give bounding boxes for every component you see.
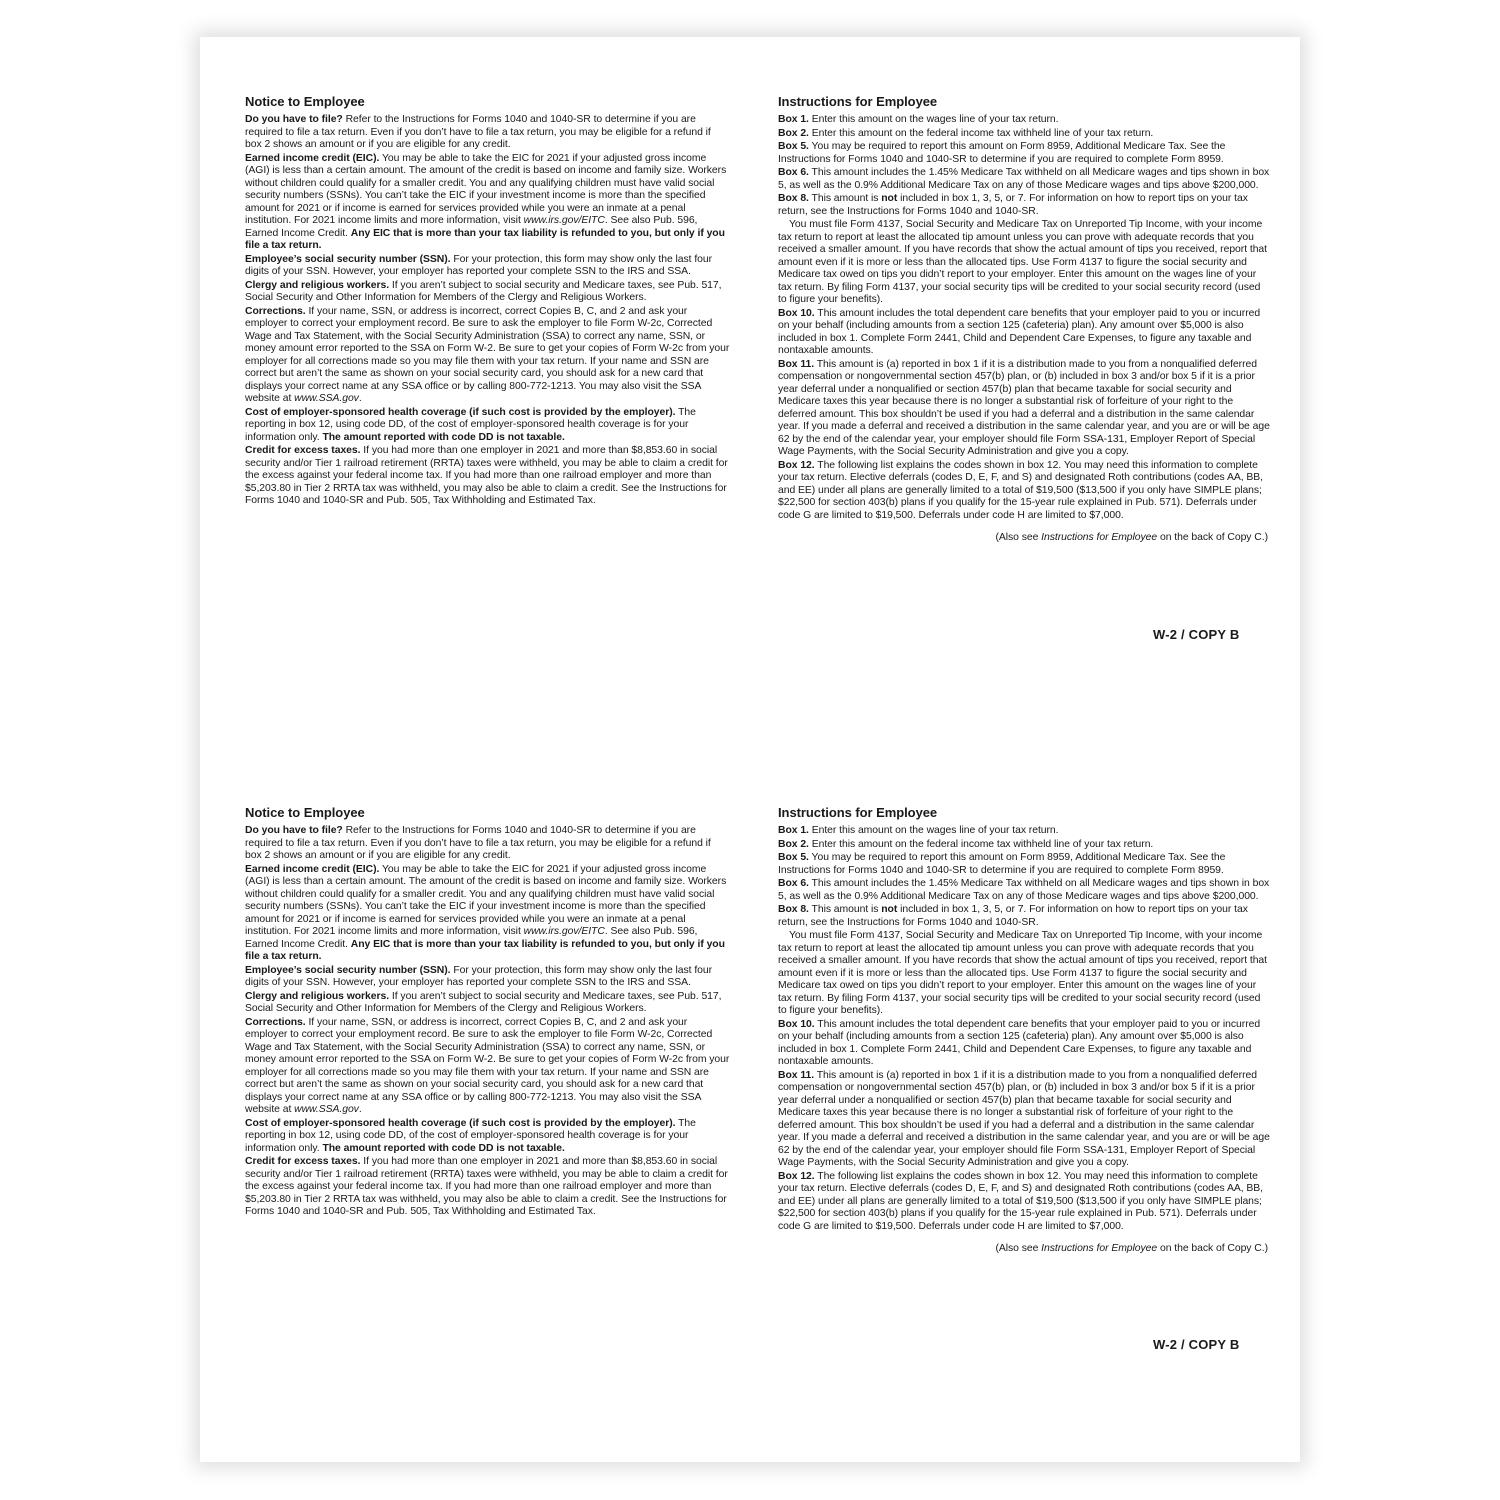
see-also-note: (Also see Instructions for Employee on the back of Copy C.)	[995, 532, 1268, 543]
notice-file-paragraph: Do you have to file? Refer to the Instructions for Forms 1040 and 1040-SR to determine if you are required to file a tax return. Even if you don’t have to file a tax return, you may be eligible for a refund if box 2 shows an amount or if you are eligible for any credit.	[245, 114, 711, 150]
see-also-note: (Also see Instructions for Employee on the back of Copy C.)	[995, 1243, 1268, 1254]
box6-paragraph: Box 6. This amount includes the 1.45% Medicare Tax withheld on all Medicare wages and tips shown in box 5, as well as the 0.9% Additional Medicare Tax on any of those Medicare wages and tips above $200,000.	[778, 878, 1270, 902]
box8-paragraph: Box 8. This amount is not included in box 1, 3, 5, or 7. For information on how to report tips on your tax return, see the Instructions for Forms 1040 and 1040-SR.	[778, 193, 1248, 217]
box2-paragraph: Box 2. Enter this amount on the federal income tax withheld line of your tax return.	[778, 127, 1154, 139]
box11-paragraph: Box 11. This amount is (a) reported in box 1 if it is a distribution made to you from a nonqualified deferred compensation or nongovernmental section 457(b) plan, or (b) included in box 3 and/or box 5 if it is a prior year deferral under a nonqualified or section 457(b) plan that became taxable for social security and Medicare taxes this year because there is no longer a substantial risk of forfeiture of your right to the deferred amount. This box shouldn’t be used if you had a deferral and a distribution in the same calendar year. If you made a deferral and received a distribution in the same calendar year, and you are or will be age 62 by the end of the calendar year, your employer should file Form SSA-131, Employer Report of Special Wage Payments, with the Social Security Administration and give you a copy.	[778, 358, 1270, 457]
box2-paragraph: Box 2. Enter this amount on the federal income tax withheld line of your tax return.	[778, 838, 1154, 850]
notice-to-employee	[245, 94, 730, 509]
ssa-link: www.SSA.gov	[294, 393, 359, 404]
notice-ssn-paragraph: Employee’s social security number (SSN). For your protection, this form may show only the last four digits of your SSN. However, your employer has reported your complete SSN to the IRS and SSA.	[245, 253, 713, 277]
instructions-title: Instructions for Employee	[778, 94, 938, 109]
notice-ssn-paragraph: Employee’s social security number (SSN). For your protection, this form may show only the last four digits of your SSN. However, your employer has reported your complete SSN to the IRS and SSA.	[245, 964, 713, 988]
box10-paragraph: Box 10. This amount includes the total dependent care benefits that your employer paid to you or incurred on your behalf (including amounts from a section 125 (cafeteria) plan). Any amount over $5,000 is also included in box 1. Complete Form 2441, Child and Dependent Care Expenses, to figure any taxable and nontaxable amounts.	[778, 307, 1261, 356]
instructions-for-employee	[778, 94, 1270, 546]
copy-label: W-2 / COPY B	[1153, 1337, 1240, 1352]
notice-clergy-paragraph: Clergy and religious workers. If you aren’t subject to social security and Medicare taxes, see Pub. 517, Social Security and Other Information for Members of the Clergy and Religious Workers.	[245, 990, 722, 1014]
notice-excess-taxes-paragraph: Credit for excess taxes. If you had more than one employer in 2021 and more than $8,853.60 in social security and/or Tier 1 railroad retirement (RRTA) taxes were withheld, you may be able to claim a credit for the excess against your federal income tax. If you had more than one railroad employer and more than $5,203.80 in Tier 2 RRTA tax was withheld, you may also be able to claim a credit. See the Instructions for Forms 1040 and 1040-SR and Pub. 505, Tax Withholding and Estimated Tax.	[245, 1156, 728, 1217]
notice-excess-taxes-paragraph: Credit for excess taxes. If you had more than one employer in 2021 and more than $8,853.60 in social security and/or Tier 1 railroad retirement (RRTA) taxes were withheld, you may be able to claim a credit for the excess against your federal income tax. If you had more than one railroad employer and more than $5,203.80 in Tier 2 RRTA tax was withheld, you may also be able to claim a credit. See the Instructions for Forms 1040 and 1040-SR and Pub. 505, Tax Withholding and Estimated Tax.	[245, 445, 728, 506]
notice-corrections-paragraph: Corrections. If your name, SSN, or address is incorrect, correct Copies B, C, and 2 and ask your employer to correct your employment record. Be sure to ask the employer to file Form W-2c, Corrected Wage and Tax Statement, with the Social Security Administration (SSA) to correct any name, SSN, or money amount error reported to the SSA on Form W-2. Be sure to get your copies of Form W-2c from your employer for all corrections made so you may file them with your tax return. If your name and SSN are correct but aren’t the same as shown on your social security card, you should ask for a new card that displays your correct name at any SSA office or by calling 800-772-1213. You may also visit the SSA website at www.SSA.gov.	[245, 1016, 730, 1115]
instructions-title: Instructions for Employee	[778, 805, 938, 820]
notice-file-paragraph: Do you have to file? Refer to the Instructions for Forms 1040 and 1040-SR to determine if you are required to file a tax return. Even if you don’t have to file a tax return, you may be eligible for a refund if box 2 shows an amount or if you are eligible for any credit.	[245, 825, 711, 861]
notice-eic-paragraph: Earned income credit (EIC). You may be able to take the EIC for 2021 if your adjusted gross income (AGI) is less than a certain amount. The amount of the credit is based on income and family size. Workers without children could qualify for a smaller credit. You and any qualifying children must have valid social security numbers (SSNs). You can’t take the EIC if your investment income is more than the specified amount for 2021 or if income is earned for services provided while you were an inmate at a penal institution. For 2021 income limits and more information, visit www.irs.gov/EITC. See also Pub. 596, Earned Income Credit. Any EIC that is more than your tax liability is refunded to you, but only if you file a tax return.	[245, 863, 727, 962]
box11-paragraph: Box 11. This amount is (a) reported in box 1 if it is a distribution made to you from a nonqualified deferred compensation or nongovernmental section 457(b) plan, or (b) included in box 3 and/or box 5 if it is a prior year deferral under a nonqualified or section 457(b) plan that became taxable for social security and Medicare taxes this year because there is no longer a substantial risk of forfeiture of your right to the deferred amount. This box shouldn’t be used if you had a deferral and a distribution in the same calendar year. If you made a deferral and received a distribution in the same calendar year, and you are or will be age 62 by the end of the calendar year, your employer should file Form SSA-131, Employer Report of Special Wage Payments, with the Social Security Administration and give you a copy.	[778, 1069, 1270, 1168]
form-sheet	[200, 37, 1300, 1462]
notice-health-cost-paragraph: Cost of employer-sponsored health coverage (if such cost is provided by the employer). The reporting in box 12, using code DD, of the cost of employer-sponsored health coverage is for your information only. The amount reported with code DD is not taxable.	[245, 1117, 696, 1154]
ssa-link: www.SSA.gov	[294, 1104, 359, 1115]
notice-health-cost-paragraph: Cost of employer-sponsored health coverage (if such cost is provided by the employer). The reporting in box 12, using code DD, of the cost of employer-sponsored health coverage is for your information only. The amount reported with code DD is not taxable.	[245, 406, 696, 443]
notice-eic-paragraph: Earned income credit (EIC). You may be able to take the EIC for 2021 if your adjusted gross income (AGI) is less than a certain amount. The amount of the credit is based on income and family size. Workers without children could qualify for a smaller credit. You and any qualifying children must have valid social security numbers (SSNs). You can’t take the EIC if your investment income is more than the specified amount for 2021 or if income is earned for services provided while you were an inmate at a penal institution. For 2021 income limits and more information, visit www.irs.gov/EITC. See also Pub. 596, Earned Income Credit. Any EIC that is more than your tax liability is refunded to you, but only if you file a tax return.	[245, 152, 727, 251]
box6-paragraph: Box 6. This amount includes the 1.45% Medicare Tax withheld on all Medicare wages and tips shown in box 5, as well as the 0.9% Additional Medicare Tax on any of those Medicare wages and tips above $200,000.	[778, 167, 1270, 191]
tip-income-paragraph: You must file Form 4137, Social Security and Medicare Tax on Unreported Tip Income, with your income tax return to report at least the allocated tip amount unless you can prove with adequate records that you received a smaller amount. If you have records that show the actual amount of tips you received, report that amount even if it is more or less than the allocated tips. Use Form 4137 to figure the social security and Medicare tax owed on tips you didn’t report to your employer. Enter this amount on the wages line of your tax return. By filing Form 4137, your social security tips will be credited to your social security record (used to figure your benefits).	[778, 219, 1267, 305]
box8-paragraph: Box 8. This amount is not included in box 1, 3, 5, or 7. For information on how to report tips on your tax return, see the Instructions for Forms 1040 and 1040-SR.	[778, 904, 1248, 928]
notice-clergy-paragraph: Clergy and religious workers. If you aren’t subject to social security and Medicare taxes, see Pub. 517, Social Security and Other Information for Members of the Clergy and Religious Workers.	[245, 279, 722, 303]
box10-paragraph: Box 10. This amount includes the total dependent care benefits that your employer paid to you or incurred on your behalf (including amounts from a section 125 (cafeteria) plan). Any amount over $5,000 is also included in box 1. Complete Form 2441, Child and Dependent Care Expenses, to figure any taxable and nontaxable amounts.	[778, 1018, 1261, 1067]
box12-paragraph: Box 12. The following list explains the codes shown in box 12. You may need this information to complete your tax return. Elective deferrals (codes D, E, F, and S) and designated Roth contributions (codes AA, BB, and EE) under all plans are generally limited to a total of $19,500 ($13,500 if you only have SIMPLE plans; $22,500 for section 403(b) plans if you qualify for the 15-year rule explained in Pub. 571). Deferrals under code G are limited to $19,500. Deferrals under code H are limited to $7,000.	[778, 459, 1263, 521]
box1-paragraph: Box 1. Enter this amount on the wages line of your tax return.	[778, 114, 1059, 125]
notice-to-employee	[245, 805, 730, 1220]
box12-paragraph: Box 12. The following list explains the codes shown in box 12. You may need this information to complete your tax return. Elective deferrals (codes D, E, F, and S) and designated Roth contributions (codes AA, BB, and EE) under all plans are generally limited to a total of $19,500 ($13,500 if you only have SIMPLE plans; $22,500 for section 403(b) plans if you qualify for the 15-year rule explained in Pub. 571). Deferrals under code G are limited to $19,500. Deferrals under code H are limited to $7,000.	[778, 1170, 1263, 1232]
notice-title: Notice to Employee	[245, 94, 365, 109]
tip-income-paragraph: You must file Form 4137, Social Security and Medicare Tax on Unreported Tip Income, with your income tax return to report at least the allocated tip amount unless you can prove with adequate records that you received a smaller amount. If you have records that show the actual amount of tips you received, report that amount even if it is more or less than the allocated tips. Use Form 4137 to figure the social security and Medicare tax owed on tips you didn’t report to your employer. Enter this amount on the wages line of your tax return. By filing Form 4137, your social security tips will be credited to your social security record (used to figure your benefits).	[778, 930, 1267, 1016]
copy-label: W-2 / COPY B	[1153, 627, 1240, 642]
eitc-link: www.irs.gov/EITC	[523, 215, 605, 226]
box1-paragraph: Box 1. Enter this amount on the wages line of your tax return.	[778, 825, 1059, 836]
box5-paragraph: Box 5. You may be required to report this amount on Form 8959, Additional Medicare Tax. See the Instructions for Forms 1040 and 1040-SR to determine if you are required to complete Form 8959.	[778, 141, 1226, 165]
notice-corrections-paragraph: Corrections. If your name, SSN, or address is incorrect, correct Copies B, C, and 2 and ask your employer to correct your employment record. Be sure to ask the employer to file Form W-2c, Corrected Wage and Tax Statement, with the Social Security Administration (SSA) to correct any name, SSN, or money amount error reported to the SSA on Form W-2. Be sure to get your copies of Form W-2c from your employer for all corrections made so you may file them with your tax return. If your name and SSN are correct but aren’t the same as shown on your social security card, you should ask for a new card that displays your correct name at any SSA office or by calling 800-772-1213. You may also visit the SSA website at www.SSA.gov.	[245, 305, 730, 404]
instructions-for-employee	[778, 805, 1270, 1257]
box5-paragraph: Box 5. You may be required to report this amount on Form 8959, Additional Medicare Tax. See the Instructions for Forms 1040 and 1040-SR to determine if you are required to complete Form 8959.	[778, 852, 1226, 876]
eitc-link: www.irs.gov/EITC	[523, 926, 605, 937]
notice-title: Notice to Employee	[245, 805, 365, 820]
